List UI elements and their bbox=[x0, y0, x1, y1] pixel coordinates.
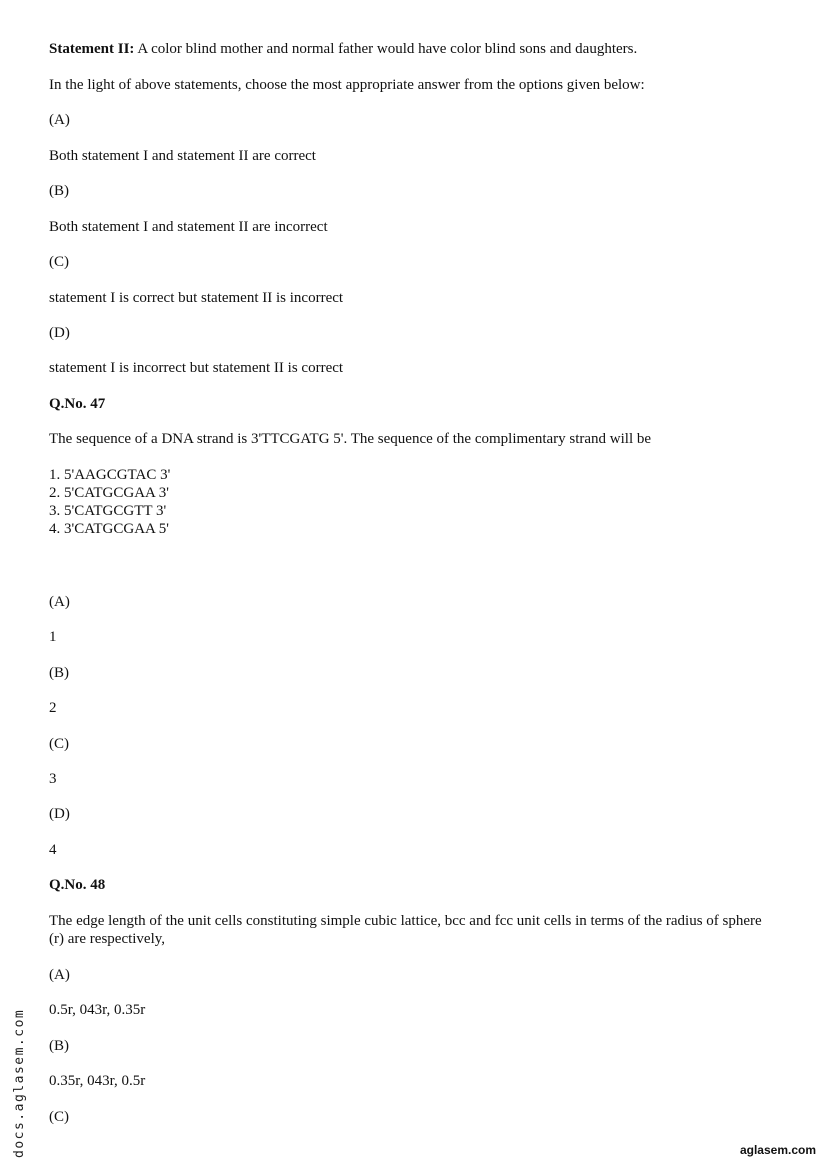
q46-option-b-label: (B) bbox=[49, 183, 69, 199]
q47-list-item: 2. 5'CATGCGAA 3' bbox=[49, 485, 169, 501]
q47-option-c-label: (C) bbox=[49, 736, 69, 752]
q47-option-a-label: (A) bbox=[49, 594, 70, 610]
q46-option-d-label: (D) bbox=[49, 325, 70, 341]
statement-ii bbox=[49, 40, 637, 58]
q46-option-c-label: (C) bbox=[49, 254, 69, 270]
q48-option-c-label: (C) bbox=[49, 1109, 69, 1125]
q48-option-a-label: (A) bbox=[49, 967, 70, 983]
q47-option-d-text: 4 bbox=[49, 842, 57, 858]
q47-option-c-text: 3 bbox=[49, 771, 57, 787]
q47-heading: Q.No. 47 bbox=[49, 396, 106, 412]
brand-watermark: aglasem.com bbox=[739, 1143, 816, 1157]
side-watermark: docs.aglasem.com bbox=[12, 1008, 27, 1158]
q48-heading: Q.No. 48 bbox=[49, 877, 106, 893]
q47-list-item: 1. 5'AAGCGTAC 3' bbox=[49, 467, 171, 483]
q47-option-b-text: 2 bbox=[49, 700, 57, 716]
statement-ii-text: A color blind mother and normal father would have color blind sons and daughters. bbox=[137, 41, 638, 57]
q47-option-b-label: (B) bbox=[49, 665, 69, 681]
q46-option-d-text: statement I is incorrect but statement II is correct bbox=[49, 360, 344, 376]
statement-ii-label: Statement II: bbox=[49, 41, 135, 57]
q46-option-b-text: Both statement I and statement II are incorrect bbox=[49, 219, 328, 235]
q47-option-a-text: 1 bbox=[49, 629, 57, 645]
q47-list-item: 4. 3'CATGCGAA 5' bbox=[49, 521, 169, 537]
q48-option-a-text: 0.5r, 043r, 0.35r bbox=[49, 1002, 146, 1018]
q46-option-a-text: Both statement I and statement II are correct bbox=[49, 148, 316, 164]
q46-option-c-text: statement I is correct but statement II is incorrect bbox=[49, 290, 344, 306]
q48-option-b-text: 0.35r, 043r, 0.5r bbox=[49, 1073, 146, 1089]
q48-question: The edge length of the unit cells constituting simple cubic lattice, bcc and fcc unit cells in terms of the radius of sphere (r) are respectively, bbox=[49, 913, 762, 947]
q46-option-a-label: (A) bbox=[49, 112, 70, 128]
q46-instruction: In the light of above statements, choose the most appropriate answer from the options given below: bbox=[49, 77, 645, 93]
q47-option-d-label: (D) bbox=[49, 806, 70, 822]
q47-list-item: 3. 5'CATGCGTT 3' bbox=[49, 503, 167, 519]
q47-question: The sequence of a DNA strand is 3'TTCGATG 5'. The sequence of the complimentary strand will be bbox=[49, 431, 652, 447]
q48-option-b-label: (B) bbox=[49, 1038, 69, 1054]
